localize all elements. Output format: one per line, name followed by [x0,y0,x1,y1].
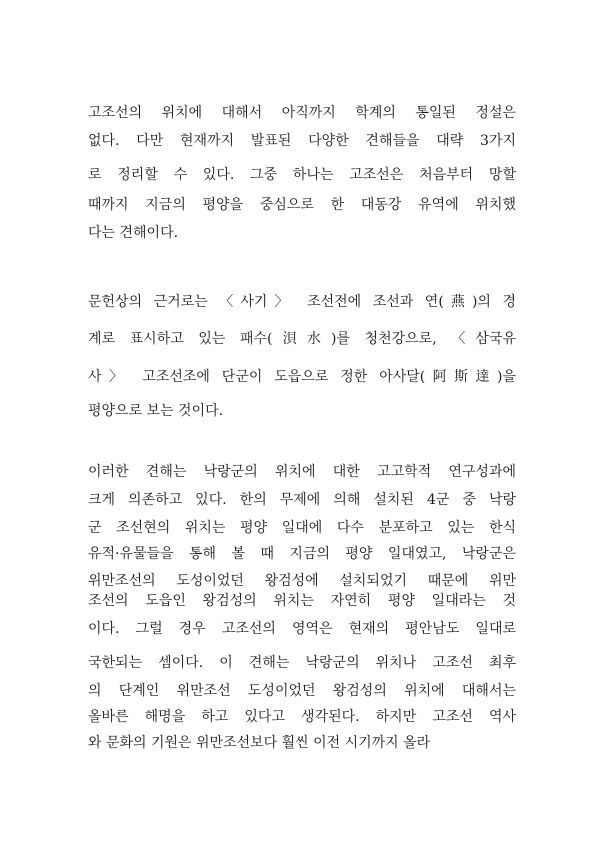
text-line: 위만조선의 도성이었던 왕검성에 설치되었기 때문에 위만 [88,573,516,589]
text-line: 평양으로 보는 것이다. [88,403,224,419]
text-line: 조선의 도읍인 왕검성의 위치는 자연히 평양 일대라는 것 [88,593,516,609]
text-line: 군 조선현의 위치는 평양 일대에 다수 분포하고 있는 한식 [88,520,516,536]
text-line: 올바른 해명을 하고 있다고 생각된다. 하지만 고조선 역사 [88,709,516,725]
text-line: 로 정리할 수 있다. 그중 하나는 고조선은 처음부터 망할 [88,167,516,183]
text-line: 이러한 견해는 낙랑군의 위치에 대한 고고학적 연구성과에 [88,464,516,480]
text-line: 사〉 고조선조에 단군이 도읍으로 정한 아사달(阿斯達)을 [88,369,516,385]
text-line: 이다. 그럴 경우 고조선의 영역은 현재의 평안남도 일대로 [88,621,516,637]
text-line: 국한되는 셈이다. 이 견해는 낙랑군의 위치나 고조선 최후 [88,655,516,671]
text-line: 의 단계인 위만조선 도성이었던 왕검성의 위치에 대해서는 [88,683,516,699]
text-line: 없다. 다만 현재까지 발표된 다양한 견해들을 대략 3가지 [88,133,516,149]
text-line: 유적·유물들을 통해 볼 때 지금의 평양 일대였고, 낙랑군은 [88,546,516,562]
text-line: 문헌상의 근거로는 〈사기〉 조선전에 조선과 연(燕)의 경 [88,294,516,310]
text-line: 때까지 지금의 평양을 중심으로 한 대동강 유역에 위치했 [88,197,516,213]
text-line: 다는 견해이다. [88,225,179,241]
text-line: 계로 표시하고 있는 패수(浿水)를 청천강으로, 〈삼국유 [88,331,516,347]
text-line: 고조선의 위치에 대해서 아직까지 학계의 통일된 정설은 [88,105,516,121]
text-line: 와 문화의 기원은 위만조선보다 훨씬 이전 시기까지 올라 [88,735,431,751]
text-line: 크게 의존하고 있다. 한의 무제에 의해 설치된 4군 중 낙랑 [88,492,516,508]
